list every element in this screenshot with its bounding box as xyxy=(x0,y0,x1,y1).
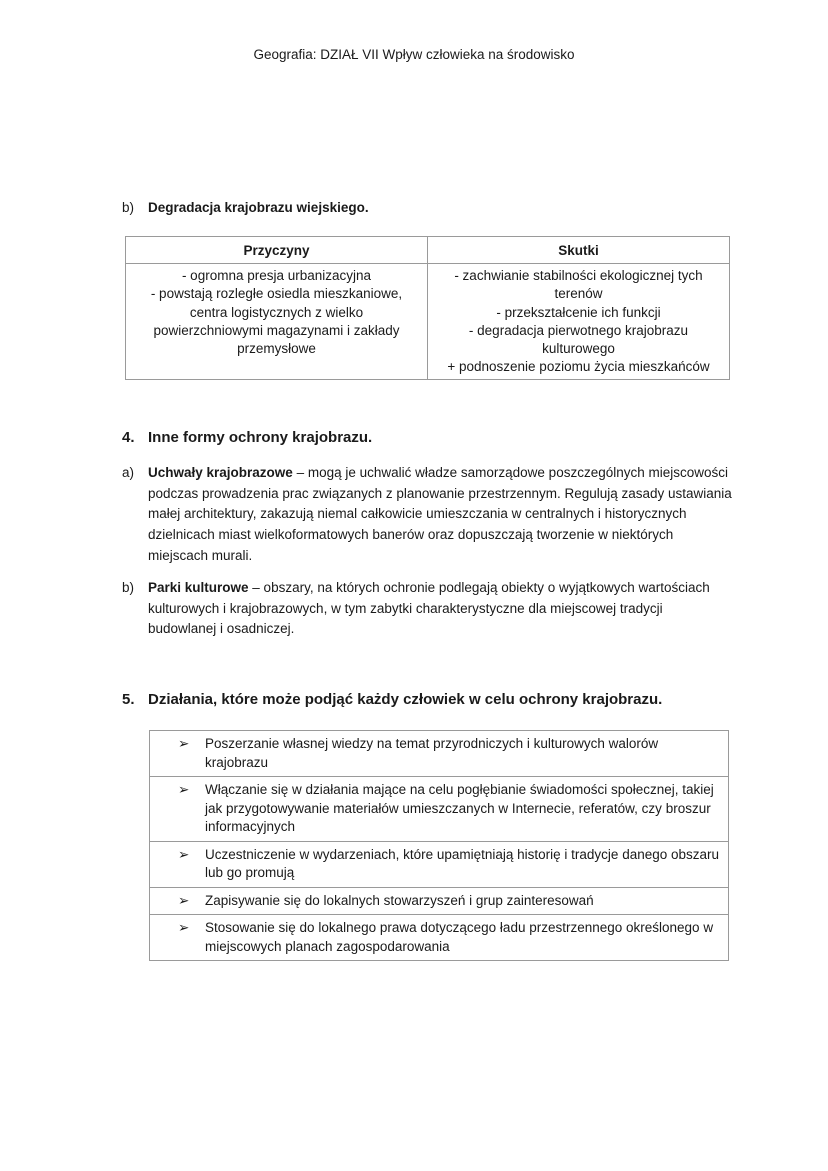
section-title: Inne formy ochrony krajobrazu. xyxy=(148,429,373,446)
table-row xyxy=(150,841,729,887)
action-item: Zapisywanie się do lokalnych stowarzyszeń i grup zainteresowań xyxy=(205,892,594,908)
cause-item: - ogromna presja urbanizacyjna xyxy=(181,268,372,283)
table-row xyxy=(150,731,729,777)
causes-cell xyxy=(126,264,428,380)
section-number: 4. xyxy=(122,429,135,446)
table-row xyxy=(126,264,730,380)
table-row xyxy=(150,777,729,842)
subsection-label: b) xyxy=(122,200,135,215)
arrow-bullet-icon: ➢ xyxy=(178,846,190,862)
item-label: b) xyxy=(122,580,135,595)
actions-table xyxy=(149,730,729,961)
section-5-heading xyxy=(122,691,662,708)
section-title: Działania, które może podjąć każdy człowiek w celu ochrony krajobrazu. xyxy=(148,691,663,708)
arrow-bullet-icon: ➢ xyxy=(178,920,190,935)
header-causes: Przyczyny xyxy=(126,237,428,264)
item-label: a) xyxy=(122,465,135,480)
effects-cell xyxy=(428,264,730,380)
term: Uchwały krajobrazowe xyxy=(148,465,293,480)
page-header: Geografia: DZIAŁ VII Wpływ człowieka na środowisko xyxy=(253,47,575,62)
effect-item: - degradacja pierwotnego krajobrazu kulturowego xyxy=(468,322,689,357)
arrow-bullet-icon: ➢ xyxy=(178,892,190,908)
effect-item: - zachwianie stabilności ekologicznej tych terenów xyxy=(454,268,703,302)
arrow-bullet-icon: ➢ xyxy=(178,782,190,797)
effect-item: - przekształcenie ich funkcji xyxy=(496,304,661,320)
action-item: Poszerzanie własnej wiedzy na temat przyrodniczych i kulturowych walorów krajobrazu xyxy=(205,736,659,770)
section-4-heading xyxy=(122,429,372,446)
table-header-row xyxy=(126,237,730,264)
arrow-bullet-icon: ➢ xyxy=(178,736,190,751)
section-number: 5. xyxy=(122,691,135,708)
action-item: Stosowanie się do lokalnego prawa dotyczącego ładu przestrzennego określonego w miejscowych planach zagospodarowania xyxy=(205,920,714,954)
causes-effects-table xyxy=(125,236,730,380)
table-row xyxy=(150,887,729,915)
header-effects: Skutki xyxy=(428,237,730,264)
definition: – obszary, na których ochronie podlegają obiekty o wyjątkowych wartościach kulturowych i krajobrazowych, w tym zabytki charakterystyczne dla miejscowej tradycji budowlanej i osadniczej. xyxy=(148,580,710,637)
subsection-title: Degradacja krajobrazu wiejskiego. xyxy=(148,200,369,215)
paragraph-parki xyxy=(122,578,732,640)
subsection-heading-b xyxy=(122,200,369,215)
term: Parki kulturowe xyxy=(148,580,249,595)
action-item: Uczestniczenie w wydarzeniach, które upamiętniają historię i tradycje danego obszaru lub go promują xyxy=(205,846,720,880)
cause-item: - powstają rozległe osiedla mieszkaniowe, centra logistycznych z wielko powierzchniowymi magazynami i zakłady przemysłowe xyxy=(150,286,403,357)
action-item: Włączanie się w działania mające na celu pogłębianie świadomości społecznej, takiej jak przygotowywanie materiałów umieszczanych w Internecie, referatów, czy broszur informacyjnych xyxy=(205,782,714,834)
paragraph-uchwaly xyxy=(122,463,732,567)
effect-item: + podnoszenie poziomu życia mieszkańców xyxy=(447,359,710,375)
definition: – mogą je uchwalić władze samorządowe poszczególnych miejscowości podczas prowadzenia prac związanych z planowanie przestrzennym. Regulują zasady ustawiania małej architektury, zakazują niemal całkowicie umieszczania w centralnych i historycznych dzielnicach miast wielkoformatowych banerów oraz dopuszczają tworzenie w niektórych miejscach murali. xyxy=(148,465,732,563)
table-row xyxy=(150,915,729,961)
